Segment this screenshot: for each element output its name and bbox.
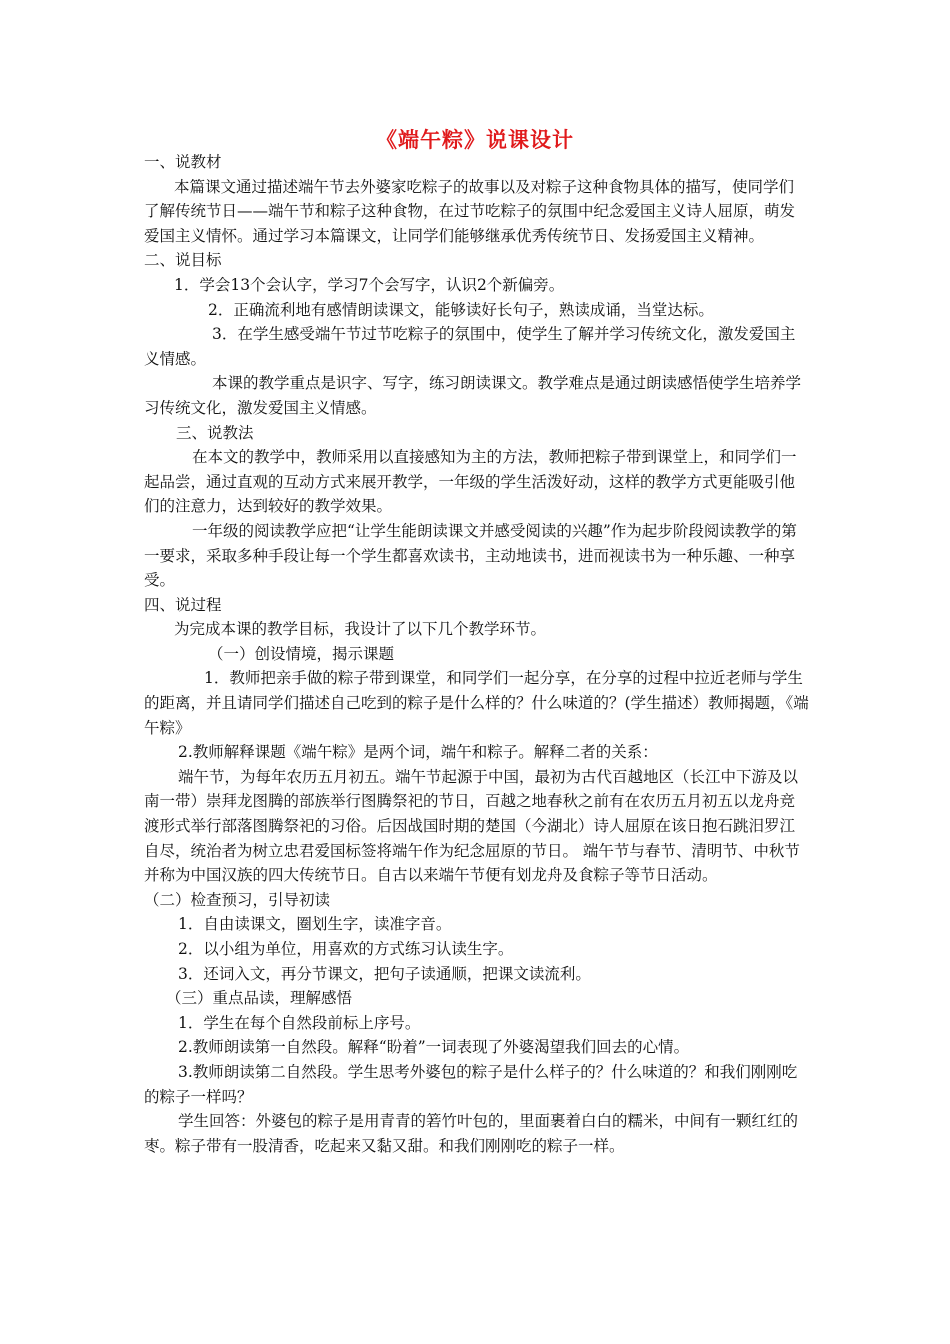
paragraph: 端午节，为每年农历五月初五。端午节起源于中国，最初为古代百越地区（长江中下游及以南一带）崇拜龙图腾的部族举行图腾祭祀的节日，百越之地春秋之前有在农历五月初五以龙舟竞渡形式举行部落图腾祭祀的习俗。后因战国时期的楚国（今湖北）诗人屈原在该日抱石跳汨罗江自尽，统治者为树立忠君爱国标签将端午作为纪念屈原的节日。 端午节与春节、清明节、中秋节并称为中国汉族的四大传统节日。自古以来端午节便有划龙舟及食粽子等节日活动。 <box>144 767 800 885</box>
paragraph: 2.教师解释课题《端午粽》是两个词，端午和粽子。解释二者的关系： <box>178 743 658 762</box>
step-heading-1: （一）创设情境，揭示课题 <box>208 644 395 663</box>
list-item: 2.教师朗读第一自然段。解释“盼着”一词表现了外婆渴望我们回去的心情。 <box>178 1038 690 1057</box>
section-heading-1: 一、说教材 <box>144 153 222 171</box>
paragraph: 一年级的阅读教学应把“让学生能朗读课文并感受阅读的兴趣”作为起步阶段阅读教学的第一要求，采取多种手段让每一个学生都喜欢读书，主动地读书，进而视读书为一种乐趣、一种享受。 <box>144 521 797 590</box>
paragraph: 本课的教学重点是识字、写字，练习朗读课文。教学难点是通过朗读感悟使学生培养学习传统文化，激发爱国主义情感。 <box>144 374 802 417</box>
page-title: 《端午粽》说课设计 <box>376 127 574 152</box>
list-item: 3．还词入文，再分节课文，把句子读通顺，把课文读流利。 <box>178 964 591 983</box>
step-heading-3: （三）重点品读，理解感悟 <box>166 989 353 1008</box>
paragraph: 学生回答：外婆包的粽子是用青青的箬竹叶包的，里面裹着白白的糯米，中间有一颗红红的枣。粽子带有一股清香，吃起来又黏又甜。和我们刚刚吃的粽子一样。 <box>144 1112 799 1155</box>
paragraph: 本篇课文通过描述端午节去外婆家吃粽子的故事以及对粽子这种食物具体的描写，使同学们了解传统节日——端午节和粽子这种食物，在过节吃粽子的氛围中纪念爱国主义诗人屈原，萌发爱国主义情怀。通过学习本篇课文，让同学们能够继承优秀传统节日、发扬爱国主义精神。 <box>144 177 796 245</box>
goal-item: 3．在学生感受端午节过节吃粽子的氛围中，使学生了解并学习传统文化，激发爱国主义情感。 <box>144 325 796 368</box>
paragraph: 在本文的教学中，教师采用以直接感知为主的方法，教师把粽子带到课堂上，和同学们一起品尝，通过直观的互动方式来展开教学，一年级的学生活泼好动，这样的教学方式更能吸引他们的注意力，达到较好的教学效果。 <box>144 448 797 516</box>
list-item: 1．自由读课文，圈划生字，读准字音。 <box>178 915 452 934</box>
section-heading-3: 三、说教法 <box>176 423 254 442</box>
document-body <box>144 150 809 1158</box>
goal-item: 2．正确流利地有感情朗读课文，能够读好长句子，熟读成诵，当堂达标。 <box>208 300 714 319</box>
step-heading-2: （二）检查预习，引导初读 <box>144 890 331 909</box>
goal-item: 1．学会13个会认字，学习7个会写字，认识2个新偏旁。 <box>174 275 565 294</box>
list-item: 3.教师朗读第二自然段。学生思考外婆包的粽子是什么样子的？什么味道的？和我们刚刚吃的粽子一样吗？ <box>144 1062 798 1106</box>
section-heading-2: 二、说目标 <box>144 251 222 270</box>
paragraph: 为完成本课的教学目标，我设计了以下几个教学环节。 <box>174 620 547 639</box>
list-item: 1．学生在每个自然段前标上序号。 <box>178 1013 421 1032</box>
paragraph: 1．教师把亲手做的粽子带到课堂，和同学们一起分享，在分享的过程中拉近老师与学生的距离，并且请同学们描述自己吃到的粽子是什么样的？什么味道的？(学生描述）教师揭题，《端午粽》 <box>144 669 809 737</box>
section-heading-4: 四、说过程 <box>144 595 222 614</box>
list-item: 2．以小组为单位，用喜欢的方式练习认读生字。 <box>178 940 514 958</box>
